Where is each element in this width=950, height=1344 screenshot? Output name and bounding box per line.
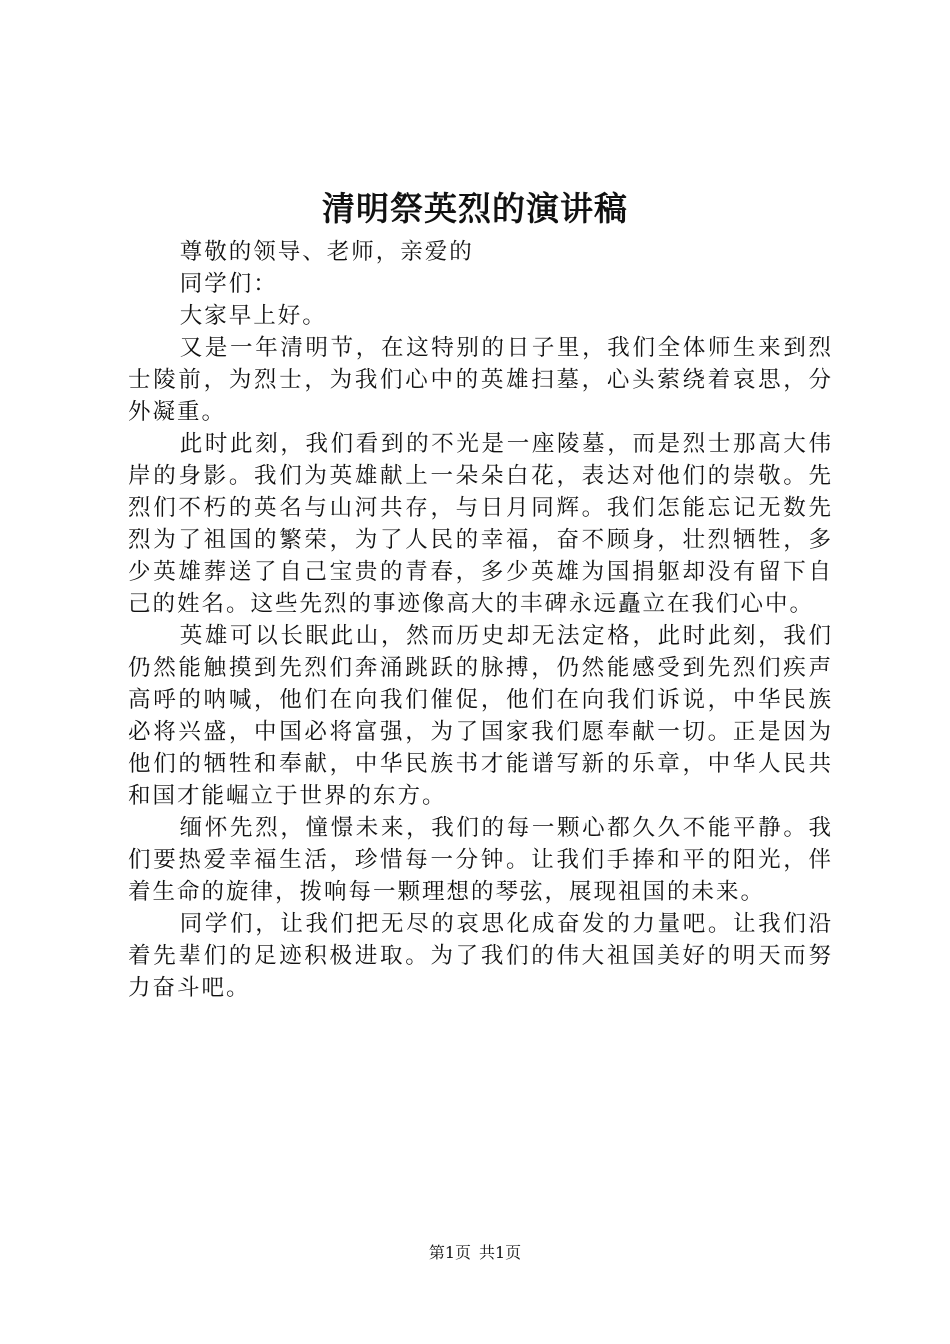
- paragraph-2: 此时此刻，我们看到的不光是一座陵墓，而是烈士那高大伟岸的身影。我们为英雄献上一朵朵白花，表达对他们的崇敬。先烈们不朽的英名与山河共存，与日月同辉。我们怎能忘记无数先烈为了祖国的繁荣，为了人民的幸福，奋不顾身，壮烈牺牲，多少英雄葬送了自己宝贵的青春，多少英雄为国捐躯却没有留下自己的姓名。这些先烈的事迹像高大的丰碑永远矗立在我们心中。: [128, 431, 833, 617]
- paragraph-salutation-2: 同学们：: [179, 271, 278, 297]
- paragraph-3: 英雄可以长眠此山，然而历史却无法定格，此时此刻，我们仍然能触摸到先烈们奔涌跳跃的脉搏，仍然能感受到先烈们疾声高呼的呐喊，他们在向我们催促，他们在向我们诉说，中华民族必将兴盛，中国必将富强，为了国家我们愿奉献一切。正是因为他们的牺牲和奉献，中华民族书才能谱写新的乐章，中华人民共和国才能崛立于世界的东方。: [128, 623, 833, 809]
- paragraph-5: 同学们，让我们把无尽的哀思化成奋发的力量吧。让我们沿着先辈们的足迹积极进取。为了我们的伟大祖国美好的明天而努力奋斗吧。: [128, 911, 833, 1001]
- document-title: 清明祭英烈的演讲稿: [322, 189, 628, 228]
- paragraph-greeting: 大家早上好。: [179, 303, 327, 329]
- page-number-total: 共1页: [479, 1243, 522, 1262]
- paragraph-1: 又是一年清明节，在这特别的日子里，我们全体师生来到烈士陵前，为烈士，为我们心中的英雄扫墓，心头萦绕着哀思，分外凝重。: [128, 335, 833, 425]
- paragraph-salutation-1: 尊敬的领导、老师，亲爱的: [179, 239, 474, 265]
- paragraph-4: 缅怀先烈，憧憬未来，我们的每一颗心都久久不能平静。我们要热爱幸福生活，珍惜每一分钟。让我们手捧和平的阳光，伴着生命的旋律，拨响每一颗理想的琴弦，展现祖国的未来。: [128, 815, 833, 905]
- page-number-current: 第1页: [428, 1243, 471, 1262]
- page-footer: [0, 1241, 950, 1265]
- document-body: [128, 236, 833, 1004]
